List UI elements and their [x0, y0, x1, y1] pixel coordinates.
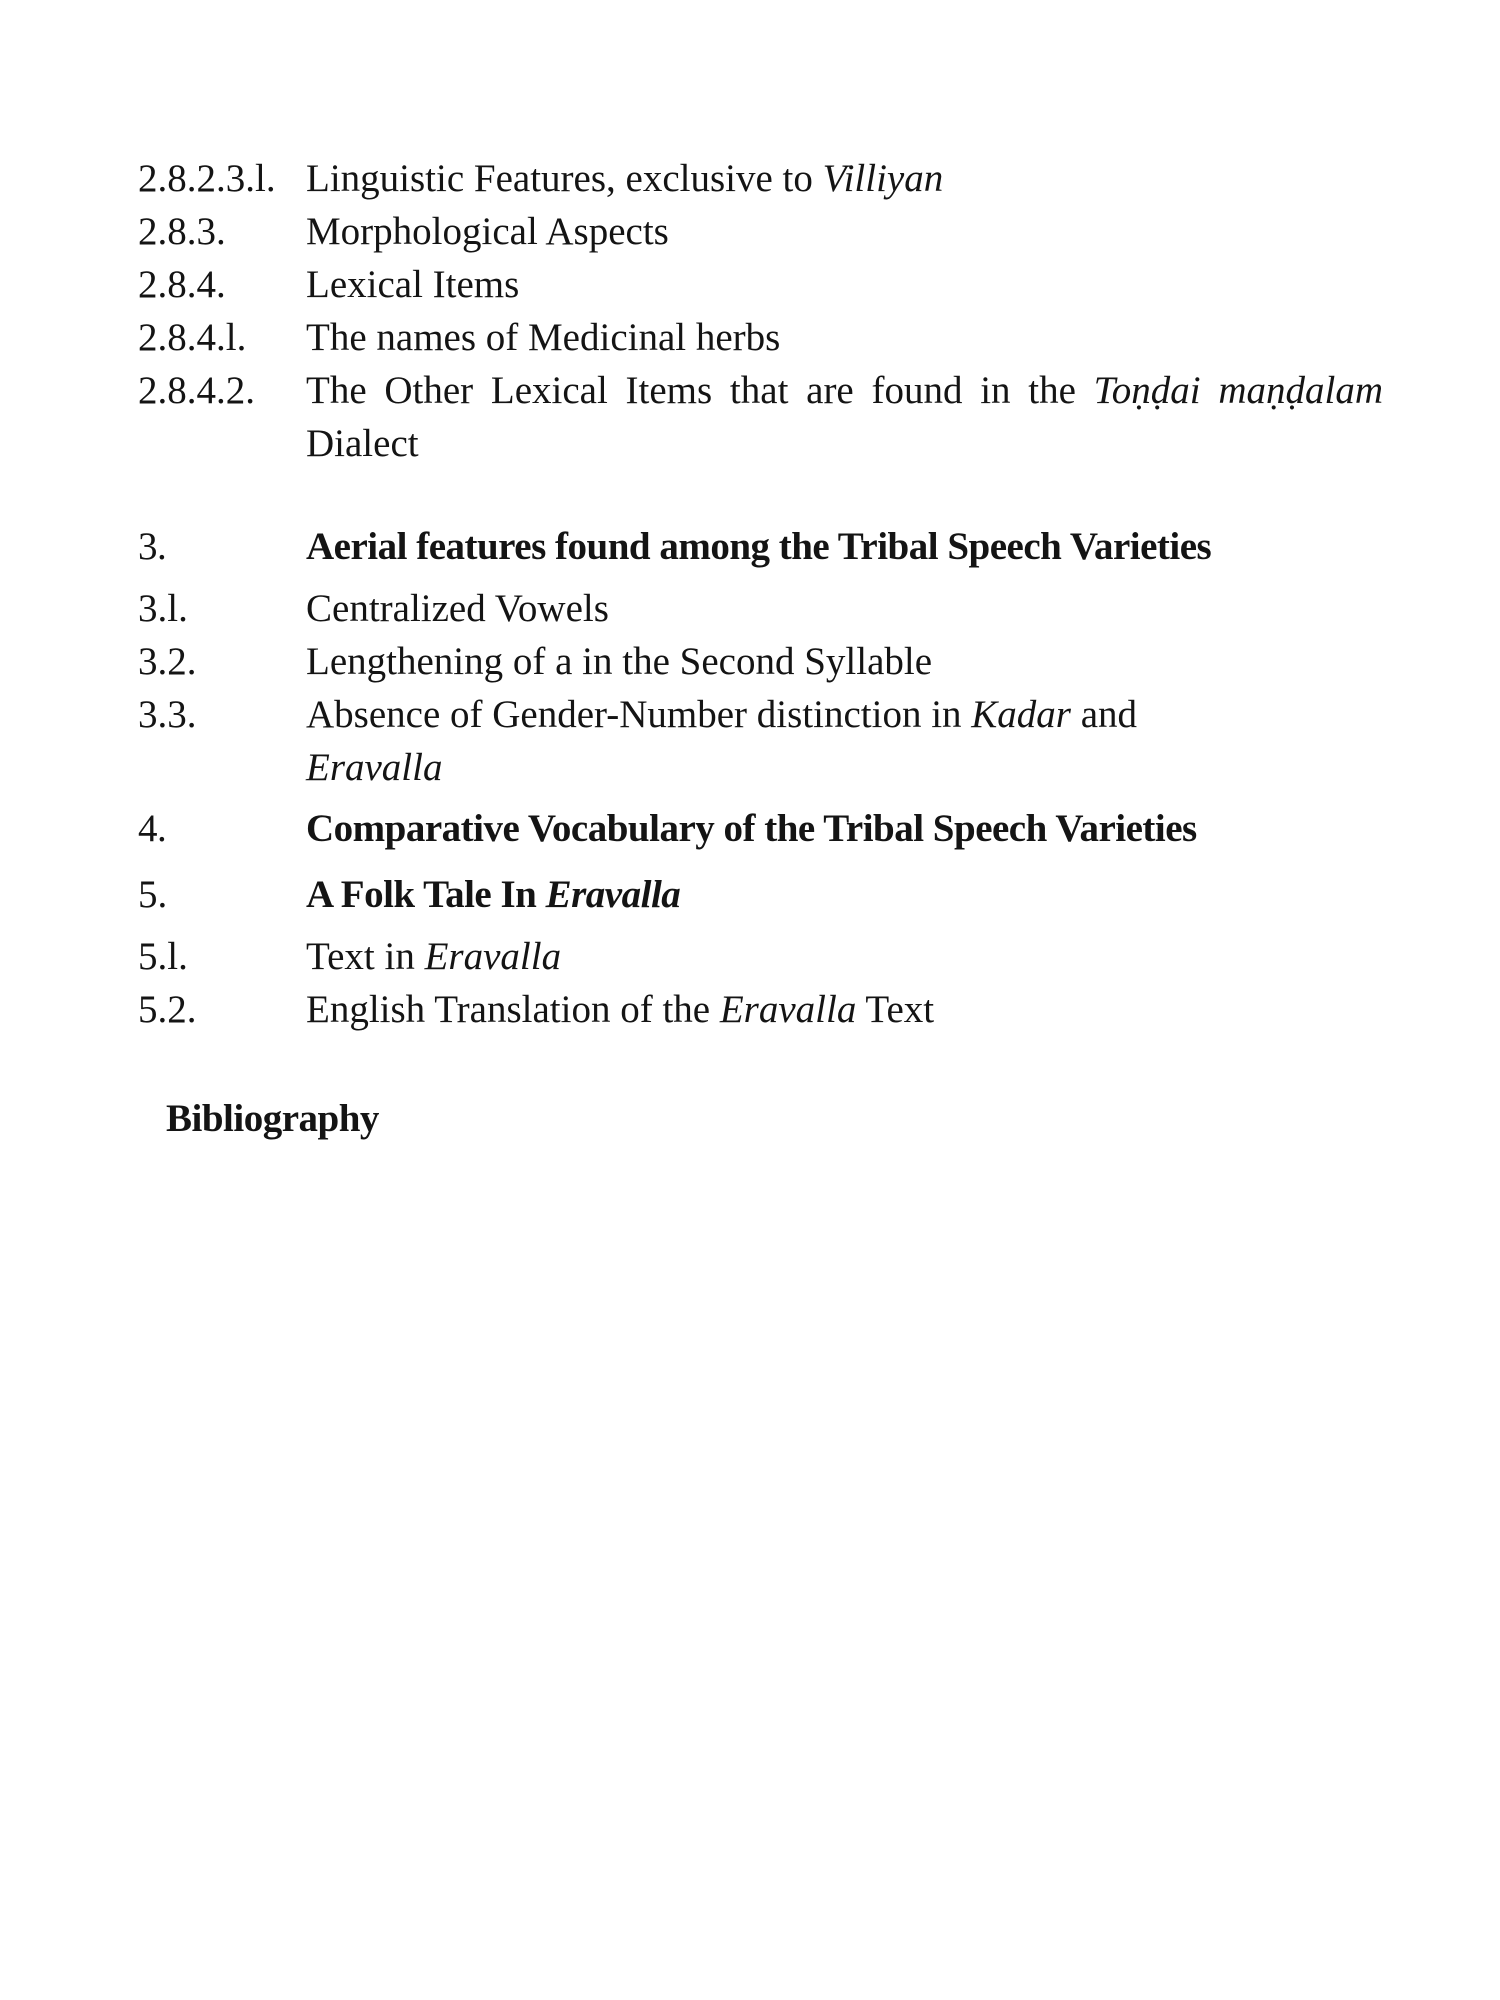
- toc-number: 3.2.: [138, 640, 197, 683]
- toc-entry: [138, 205, 1383, 258]
- toc-number: 2.8.4.: [138, 263, 226, 306]
- toc-title: Text in Eravalla: [306, 935, 562, 978]
- toc-title: Absence of Gender-Number distinction in Kadar and Eravalla: [306, 693, 1138, 789]
- toc-number: 3.l.: [138, 587, 188, 630]
- toc-entry: [138, 983, 1383, 1036]
- toc-entry: [138, 635, 1383, 688]
- toc-number: 2.8.4.2.: [138, 369, 255, 412]
- toc-title: Linguistic Features, exclusive to Villiyan: [306, 157, 944, 200]
- toc-title: Morphological Aspects: [306, 210, 669, 253]
- toc-entry: [138, 582, 1383, 635]
- toc-entry: [138, 688, 1383, 794]
- toc-entry: [138, 152, 1383, 205]
- bibliography-heading: Bibliography: [166, 1097, 379, 1140]
- toc-title: The Other Lexical Items that are found in the Toṇḍai maṇḍalam Dialect: [306, 369, 1383, 465]
- toc-title: Comparative Vocabulary of the Tribal Speech Varieties: [306, 807, 1197, 850]
- toc-number: 2.8.4.l.: [138, 316, 247, 359]
- toc-entry: [138, 258, 1383, 311]
- toc-number: 2.8.3.: [138, 210, 226, 253]
- toc-entry-heading: [138, 520, 1383, 573]
- toc-title: Lengthening of a in the Second Syllable: [306, 640, 933, 683]
- toc-entry: [138, 930, 1383, 983]
- toc-entry: [138, 311, 1383, 364]
- toc-title: Aerial features found among the Tribal Speech Varieties: [306, 525, 1212, 568]
- toc-number: 2.8.2.3.l.: [138, 157, 276, 200]
- toc-entry: [138, 364, 1383, 470]
- toc-title: Centralized Vowels: [306, 587, 609, 630]
- toc-number: 5.: [138, 873, 168, 916]
- toc-title: A Folk Tale In Eravalla: [306, 873, 681, 916]
- toc-number: 4.: [138, 807, 167, 850]
- toc-entry-heading: [138, 802, 1383, 855]
- toc-number: 3.: [138, 525, 167, 568]
- toc-number: 3.3.: [138, 693, 197, 736]
- toc-title: The names of Medicinal herbs: [306, 316, 781, 359]
- toc-title: Lexical Items: [306, 263, 520, 306]
- toc-number: 5.2.: [138, 988, 197, 1031]
- toc-entry-heading: [138, 868, 1383, 921]
- toc-number: 5.l.: [138, 935, 188, 978]
- toc-title: English Translation of the Eravalla Text: [306, 988, 935, 1031]
